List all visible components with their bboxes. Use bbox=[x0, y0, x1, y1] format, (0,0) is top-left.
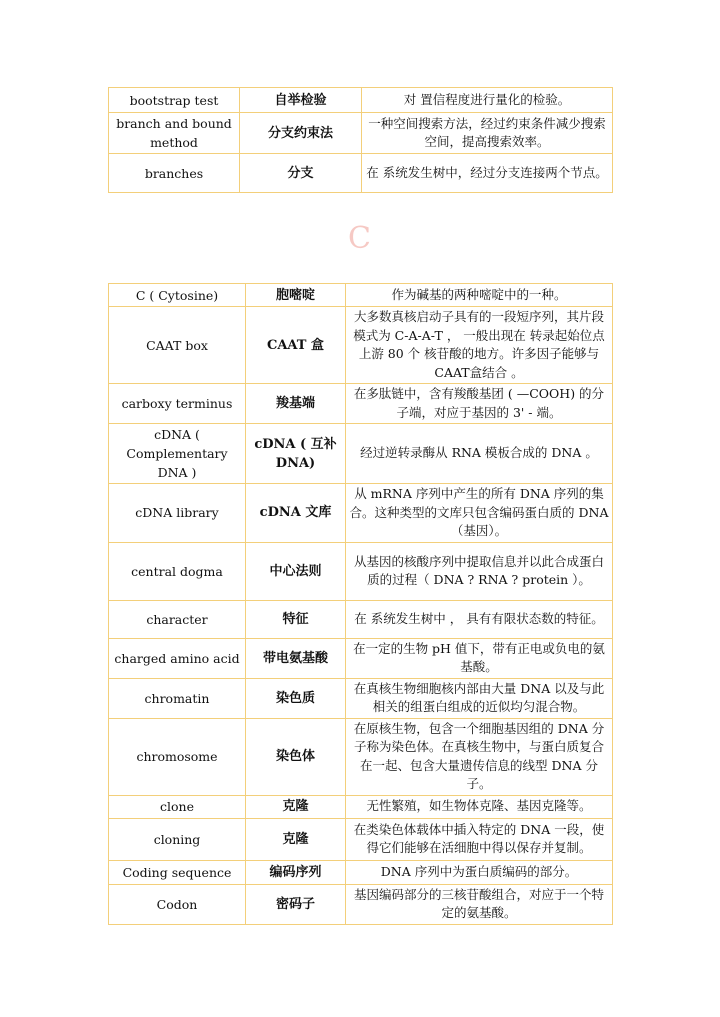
table-row bbox=[109, 424, 613, 484]
term-definition: 在 系统发生树中，经过分支连接两个节点。 bbox=[362, 154, 613, 193]
term-english: chromosome bbox=[109, 718, 246, 795]
term-english: branches bbox=[109, 154, 240, 193]
term-chinese: 带电氨基酸 bbox=[246, 638, 346, 678]
term-chinese: CAAT 盒 bbox=[246, 307, 346, 384]
section-letter-heading: C bbox=[348, 221, 371, 256]
glossary-table-c bbox=[108, 283, 613, 925]
term-english: bootstrap test bbox=[109, 88, 240, 113]
table-row bbox=[109, 638, 613, 678]
term-chinese: 分支约束法 bbox=[240, 113, 362, 154]
term-chinese: 胞嘧啶 bbox=[246, 284, 346, 307]
table-row bbox=[109, 542, 613, 600]
term-chinese: 染色质 bbox=[246, 678, 346, 718]
term-chinese: 中心法则 bbox=[246, 542, 346, 600]
term-english: carboxy terminus bbox=[109, 384, 246, 424]
term-chinese: 密码子 bbox=[246, 884, 346, 924]
term-chinese: 染色体 bbox=[246, 718, 346, 795]
table-row bbox=[109, 154, 613, 193]
term-chinese: 克隆 bbox=[246, 818, 346, 860]
term-english: Coding sequence bbox=[109, 860, 246, 884]
term-definition: 经过逆转录酶从 RNA 模板合成的 DNA 。 bbox=[346, 424, 613, 484]
table-row bbox=[109, 307, 613, 384]
term-english: clone bbox=[109, 795, 246, 818]
term-definition: 基因编码部分的三核苷酸组合，对应于一个特定的氨基酸。 bbox=[346, 884, 613, 924]
term-english: cDNA ( Complementary DNA ) bbox=[109, 424, 246, 484]
glossary-table-b bbox=[108, 87, 613, 193]
table-row bbox=[109, 113, 613, 154]
term-chinese: 编码序列 bbox=[246, 860, 346, 884]
term-english: central dogma bbox=[109, 542, 246, 600]
term-definition: 在原核生物，包含一个细胞基因组的 DNA 分子称为染色体。在真核生物中，与蛋白质复合在一起、包含大量遗传信息的线型 DNA 分子。 bbox=[346, 718, 613, 795]
term-definition: 在一定的生物 pH 值下，带有正电或负电的氨基酸。 bbox=[346, 638, 613, 678]
term-english: chromatin bbox=[109, 678, 246, 718]
table-row bbox=[109, 795, 613, 818]
term-english: cDNA library bbox=[109, 484, 246, 543]
term-definition: 在 系统发生树中 ， 具有有限状态数的特征。 bbox=[346, 600, 613, 638]
table-row bbox=[109, 818, 613, 860]
table-row bbox=[109, 384, 613, 424]
term-chinese: 自举检验 bbox=[240, 88, 362, 113]
term-definition: 对 置信程度进行量化的检验。 bbox=[362, 88, 613, 113]
term-definition: 从 mRNA 序列中产生的所有 DNA 序列的集合。这种类型的文库只包含编码蛋白质的 DNA （基因）。 bbox=[346, 484, 613, 543]
term-definition: 从基因的核酸序列中提取信息并以此合成蛋白质的过程（ DNA ? RNA ? protein ）。 bbox=[346, 542, 613, 600]
term-english: cloning bbox=[109, 818, 246, 860]
table-row bbox=[109, 484, 613, 543]
term-definition: 大多数真核启动子具有的一段短序列，其片段模式为 C-A-A-T ， 一般出现在 转录起始位点上游 80 个 核苷酸的地方。许多因子能够与CAAT盒结合 。 bbox=[346, 307, 613, 384]
term-definition: 一种空间搜索方法，经过约束条件减少搜索空间，提高搜索效率。 bbox=[362, 113, 613, 154]
table-row bbox=[109, 88, 613, 113]
term-definition: 作为碱基的两种嘧啶中的一种。 bbox=[346, 284, 613, 307]
term-chinese: 克隆 bbox=[246, 795, 346, 818]
table-row bbox=[109, 718, 613, 795]
term-definition: 在多肽链中，含有羧酸基团 ( —COOH) 的分子端，对应于基因的 3' - 端。 bbox=[346, 384, 613, 424]
term-definition: 无性繁殖，如生物体克隆、基因克隆等。 bbox=[346, 795, 613, 818]
term-chinese: cDNA ( 互补 DNA) bbox=[246, 424, 346, 484]
term-english: charged amino acid bbox=[109, 638, 246, 678]
term-english: CAAT box bbox=[109, 307, 246, 384]
table-row bbox=[109, 600, 613, 638]
term-definition: 在类染色体载体中插入特定的 DNA 一段，使得它们能够在活细胞中得以保存并复制。 bbox=[346, 818, 613, 860]
term-definition: DNA 序列中为蛋白质编码的部分。 bbox=[346, 860, 613, 884]
table-row bbox=[109, 884, 613, 924]
term-english: character bbox=[109, 600, 246, 638]
term-chinese: 分支 bbox=[240, 154, 362, 193]
term-english: C ( Cytosine) bbox=[109, 284, 246, 307]
term-english: Codon bbox=[109, 884, 246, 924]
term-english: branch and bound method bbox=[109, 113, 240, 154]
table-row bbox=[109, 860, 613, 884]
term-chinese: cDNA 文库 bbox=[246, 484, 346, 543]
term-chinese: 特征 bbox=[246, 600, 346, 638]
table-row bbox=[109, 284, 613, 307]
term-definition: 在真核生物细胞核内部由大量 DNA 以及与此相关的组蛋白组成的近似均匀混合物。 bbox=[346, 678, 613, 718]
table-row bbox=[109, 678, 613, 718]
term-chinese: 羧基端 bbox=[246, 384, 346, 424]
